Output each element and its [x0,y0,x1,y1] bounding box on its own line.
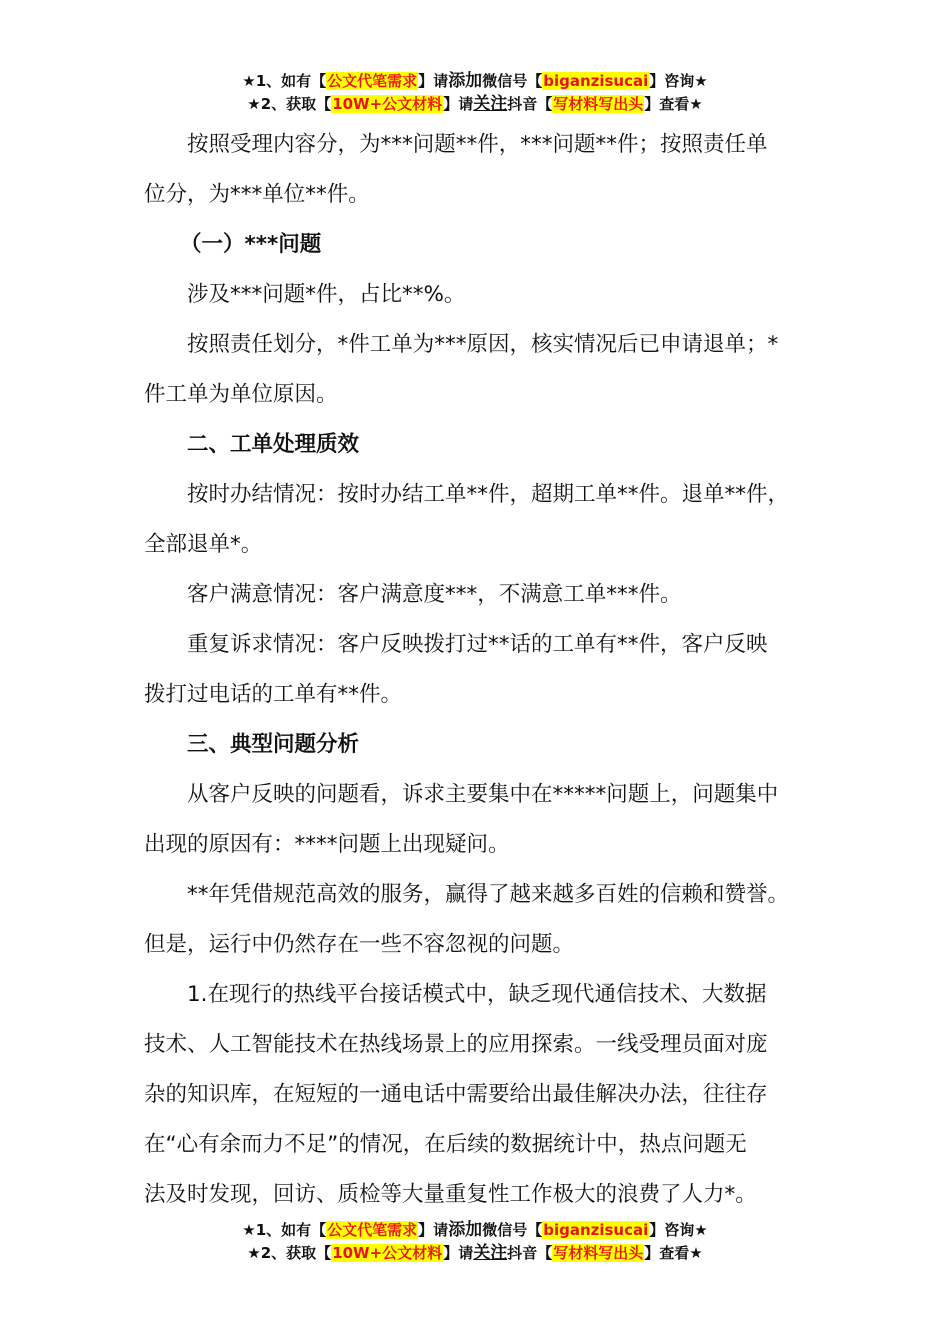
banner-text: 微信号【 [482,1221,543,1239]
text-line: 出现的原因有：****问题上出现疑问。 [144,832,510,857]
text-line: 1.在现行的热线平台接话模式中，缺乏现代通信技术、大数据 [187,982,767,1007]
banner-text: ★1、如有【 [242,72,327,90]
highlight-douyin: 写材料写出头 [553,95,644,113]
text-line: 技术、人工智能技术在热线场景上的应用探索。一线受理员面对庞 [144,1032,768,1057]
paragraph [144,470,812,570]
highlight-wechat-id: biganzisucai [543,1221,649,1239]
text-line: 全部退单*。 [144,532,263,557]
banner-text: 】咨询★ [649,1221,708,1239]
text-line: 位分，为***单位**件。 [144,182,370,207]
paragraph [144,620,812,720]
banner-line-1 [0,70,950,93]
text-line: **年凭借规范高效的服务，赢得了越来越多百姓的信赖和赞誉。 [187,882,790,907]
heading-text: 三、典型问题分析 [187,732,360,757]
banner-text: 】查看★ [644,1244,703,1262]
paragraph [144,270,812,320]
banner-text: ★2、获取【 [247,95,332,113]
highlight-materials: 10W+公文材料 [332,95,443,113]
follow-link[interactable]: 关注 [473,94,508,114]
text-line: 按照责任划分，*件工单为***原因，核实情况后已申请退单；* [187,332,779,357]
banner-text: ★1、如有【 [242,1221,327,1239]
banner-text: 】请 [418,1221,449,1239]
footer-banner [0,1219,950,1265]
text-line: 在“心有余而力不足”的情况，在后续的数据统计中，热点问题无 [144,1132,747,1157]
banner-text: ★2、获取【 [247,1244,332,1262]
paragraph [144,320,812,420]
follow-link[interactable]: 关注 [473,1243,508,1263]
section-heading [144,420,812,470]
banner-text: 】请 [418,72,449,90]
paragraph [144,120,812,220]
banner-text: 添加 [448,1220,483,1240]
text-line: 客户满意情况：客户满意度***，不满意工单***件。 [187,582,682,607]
heading-text: （一）***问题 [180,232,322,257]
banner-line-2 [0,1242,950,1265]
text-line: 拨打过电话的工单有**件。 [144,682,403,707]
text-line: 从客户反映的问题看，诉求主要集中在*****问题上，问题集中 [187,782,779,807]
banner-text: 】查看★ [644,95,703,113]
highlight-ghostwriting: 公文代笔需求 [327,72,418,90]
header-banner [0,70,950,116]
paragraph [144,570,812,620]
text-line: 涉及***问题*件，占比**%。 [187,282,466,307]
banner-line-1 [0,1219,950,1242]
text-line: 法及时发现，回访、质检等大量重复性工作极大的浪费了人力*。 [144,1182,757,1207]
banner-text: 抖音【 [507,95,553,113]
paragraph [144,970,812,1220]
section-heading [144,720,812,770]
text-line: 按照受理内容分，为***问题**件，***问题**件；按照责任单 [187,132,768,157]
banner-text: 抖音【 [507,1244,553,1262]
banner-text: 】请 [443,1244,474,1262]
text-line: 重复诉求情况：客户反映拨打过**话的工单有**件，客户反映 [187,632,768,657]
highlight-materials: 10W+公文材料 [332,1244,443,1262]
section-heading [144,220,812,270]
highlight-ghostwriting: 公文代笔需求 [327,1221,418,1239]
banner-text: 】咨询★ [649,72,708,90]
document-body [144,120,812,1220]
banner-text: 添加 [448,71,483,91]
paragraph [144,870,812,970]
paragraph [144,770,812,870]
text-line: 件工单为单位原因。 [144,382,338,407]
banner-text: 微信号【 [482,72,543,90]
banner-line-2 [0,93,950,116]
text-line: 但是，运行中仍然存在一些不容忽视的问题。 [144,932,575,957]
highlight-wechat-id: biganzisucai [543,72,649,90]
heading-text: 二、工单处理质效 [187,432,360,457]
highlight-douyin: 写材料写出头 [553,1244,644,1262]
text-line: 杂的知识库，在短短的一通电话中需要给出最佳解决办法，往往存 [144,1082,768,1107]
banner-text: 】请 [443,95,474,113]
text-line: 按时办结情况：按时办结工单**件，超期工单**件。退单**件， [187,482,790,507]
